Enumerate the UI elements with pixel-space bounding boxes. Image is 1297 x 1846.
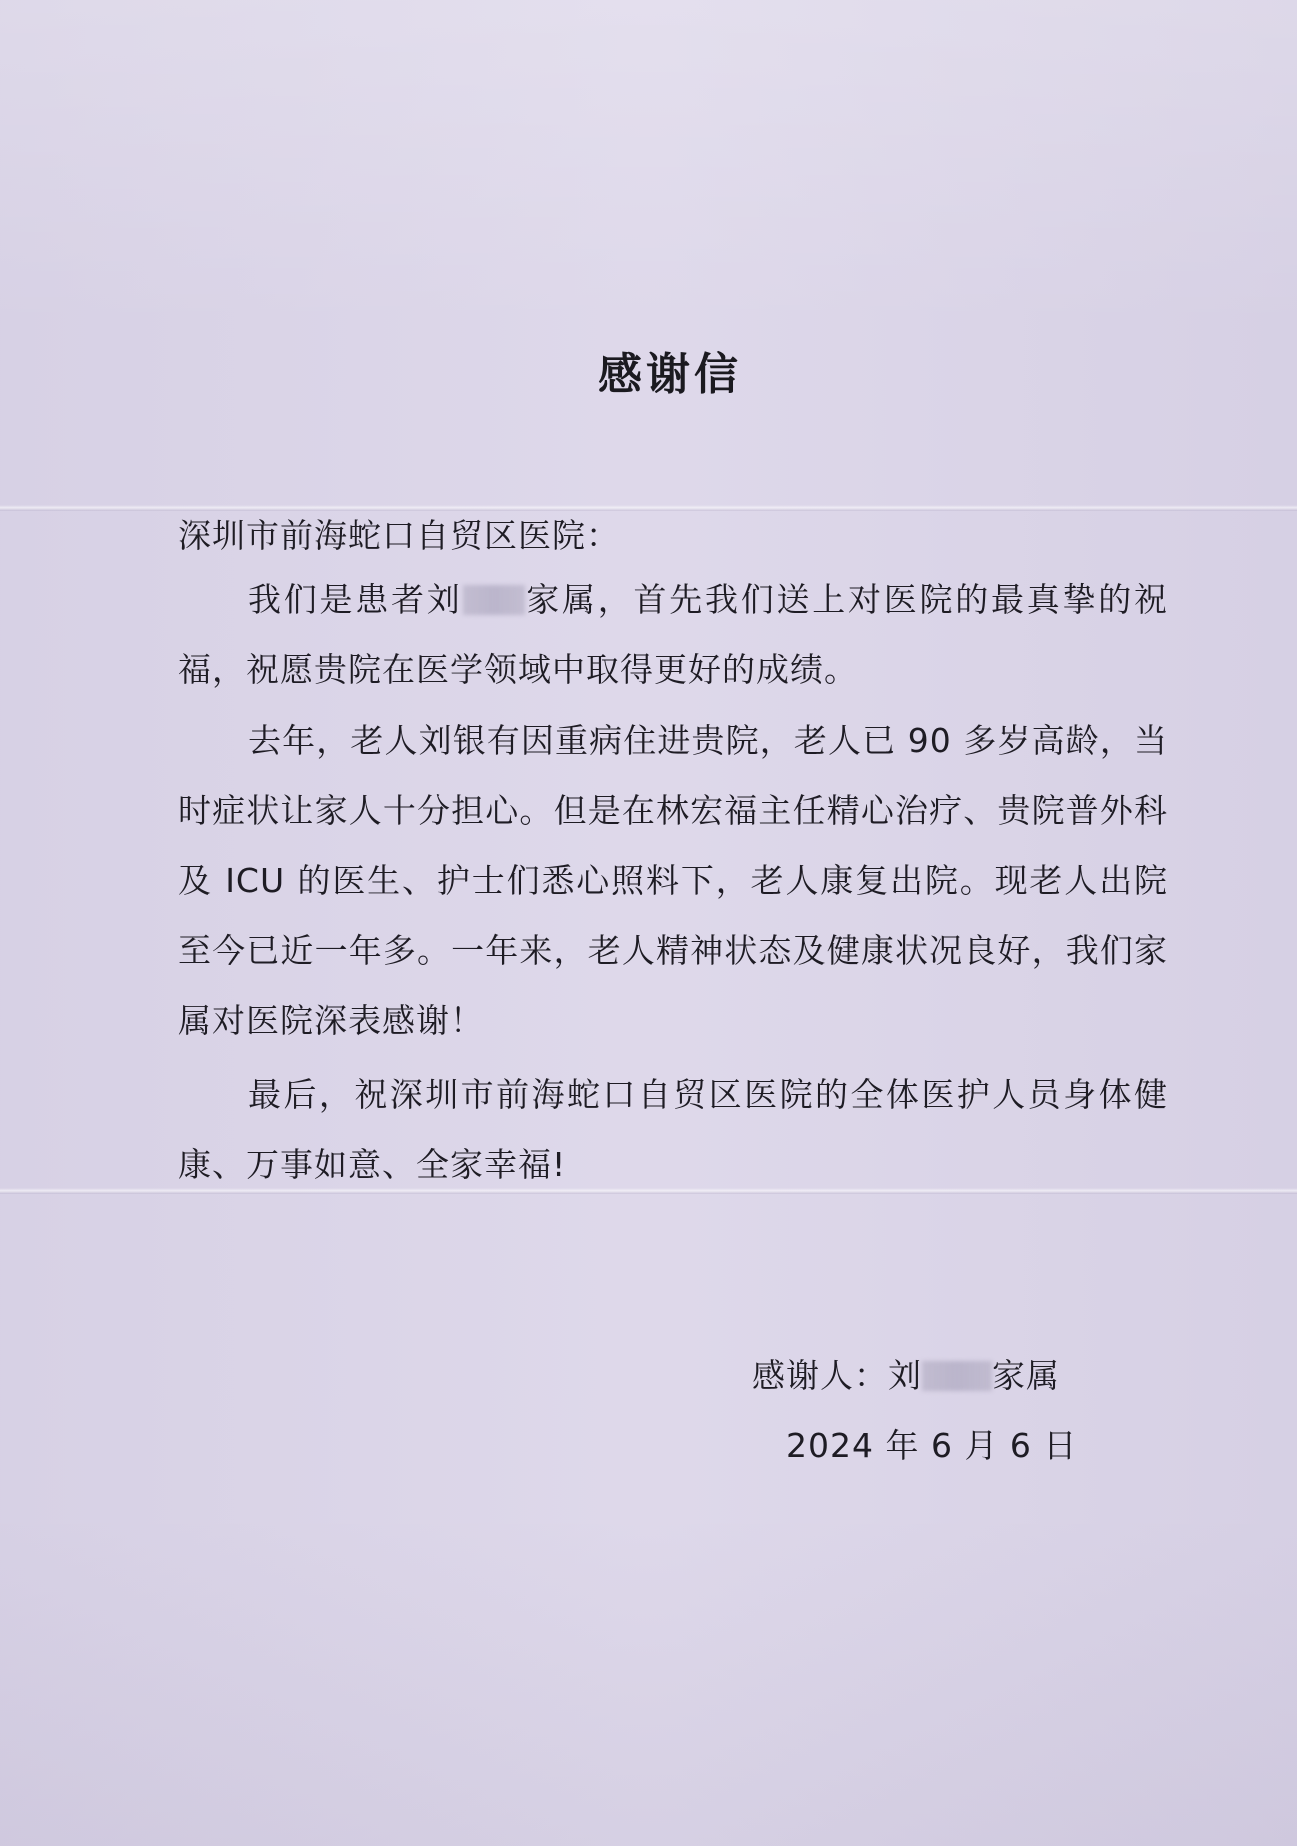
- signature-text-start: 感谢人：刘: [752, 1356, 922, 1395]
- letter-paragraph-3: 最后，祝深圳市前海蛇口自贸区医院的全体医护人员身体健康、万事如意、全家幸福!: [178, 1075, 1168, 1184]
- redacted-name: [463, 585, 525, 615]
- letter-signature: [752, 1350, 1060, 1397]
- letter-title: 感谢信: [598, 349, 742, 400]
- redacted-name: [922, 1361, 992, 1391]
- letter-addressee: 深圳市前海蛇口自贸区医院：: [178, 516, 620, 555]
- signature-text-end: 家属: [992, 1356, 1060, 1395]
- letter-paragraph-1: [178, 565, 1168, 705]
- paragraph-1-text-end: 家属，首先我们送上对医院的最真挚的祝福，祝愿贵院在医学领域中取得更好的成绩。: [178, 580, 1168, 689]
- letter-paragraph-2: 去年，老人刘银有因重病住进贵院，老人已 90 多岁高龄，当时症状让家人十分担心。但是在林宏福主任精心治疗、贵院普外科及 ICU 的医生、护士们悉心照料下，老人康复出院。现老人出院至今已近一年多。一年来，老人精神状态及健康状况良好，我们家属对医院深表感谢！: [178, 721, 1168, 1040]
- letter-date: 2024 年 6 月 6 日: [786, 1426, 1078, 1465]
- paragraph-1-text-start: 我们是患者刘: [248, 580, 463, 619]
